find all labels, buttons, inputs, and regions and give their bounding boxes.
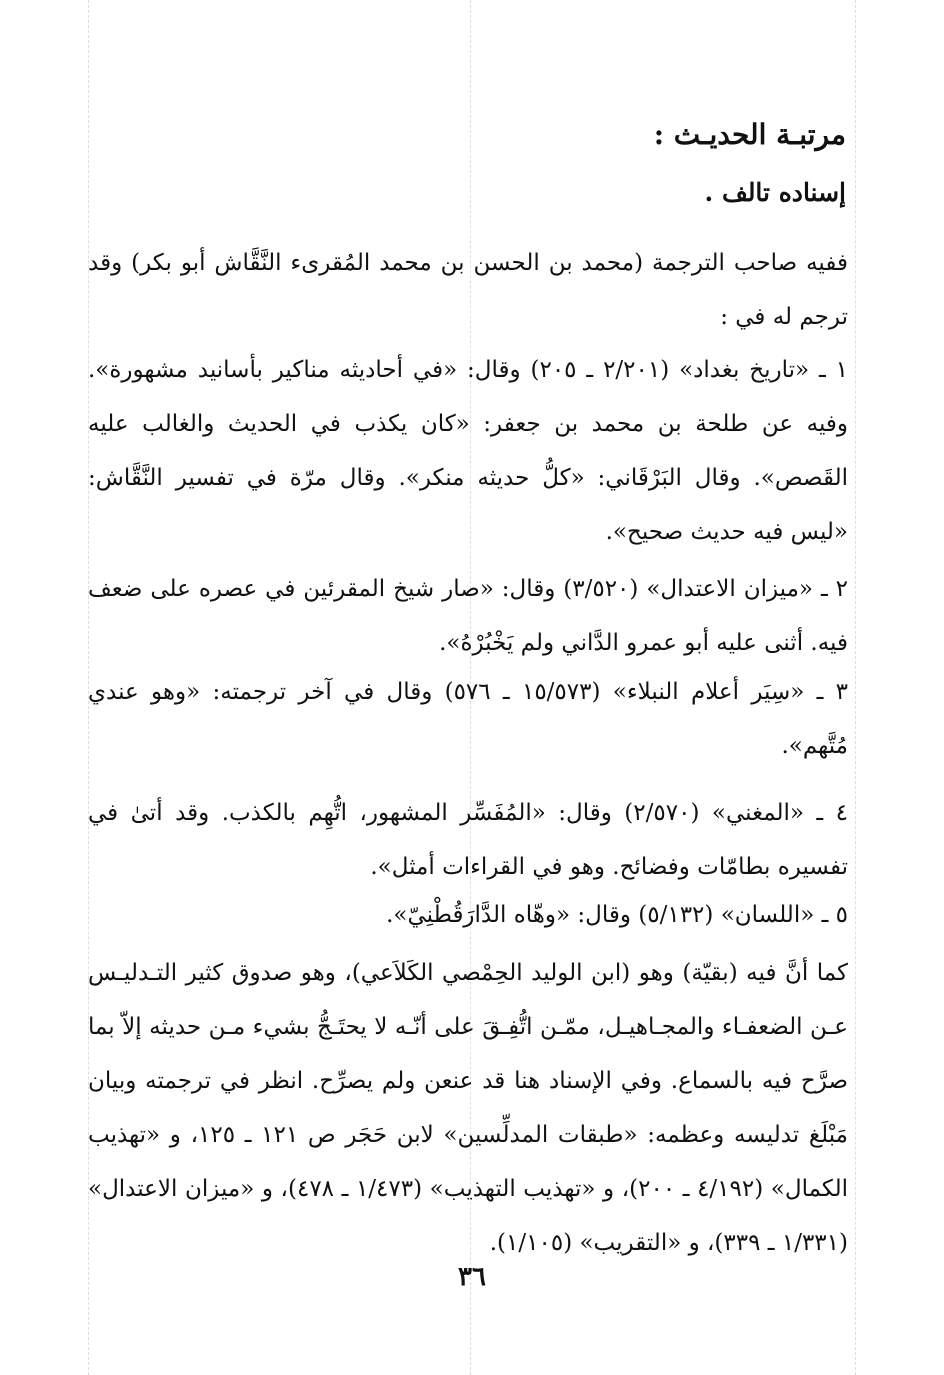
page-number: ٣٦ <box>458 1262 486 1292</box>
source-item-1: ١ ـ «تاريخ بغداد» (٢/٢٠١ ـ ٢٠٥) وقال: «في أحاديثه مناكير بأسانيد مشهورة». وفيه عن طلحة بن محمد بن جعفر: «كان يكذب في الحديث والغالب عليه القَصص». وقال البَرْقَاني: «كلُّ حديثه منكر». وقال مرّة في تفسير النَّقَّاش: «ليس فيه حديث صحيح». <box>88 357 848 545</box>
intro-paragraph: ففيه صاحب الترجمة (محمد بن الحسن بن محمد المُقرىء النَّقَّاش أبو بكر) وقد ترجم له في : <box>88 250 848 330</box>
source-item-5: ٥ ـ «اللسان» (٥/١٣٢) وقال: «وهّاه الدَّارَقُطْنِيّ». <box>386 902 848 928</box>
section-heading: مرتبـة الحديـث : <box>653 118 846 151</box>
source-item-4: ٤ ـ «المغني» (٢/٥٧٠) وقال: «المُفَسِّر المشهور، اتُّهِم بالكذب. وقد أتىٰ في تفسيره بطامّات وفضائح. وهو في القراءات أمثل». <box>88 800 848 880</box>
isnad-verdict: إسناده تالف . <box>704 178 846 207</box>
source-item-3: ٣ ـ «سِيَر أعلام النبلاء» (١٥/٥٧٣ ـ ٥٧٦) وقال في آخر ترجمته: «وهو عندي مُتَّهم». <box>88 679 848 759</box>
source-item-2: ٢ ـ «ميزان الاعتدال» (٣/٥٢٠) وقال: «صار شيخ المقرئين في عصره على ضعف فيه. أثنى عليه أبو عمرو الدَّاني ولم يَخْبُرْهُ». <box>88 576 848 656</box>
closing-paragraph: كما أنَّ فيه (بقيّة) وهو (ابن الوليد الحِمْصي الكَلاَعي)، وهو صدوق كثير التـدليـس عـن الضعفـاء والمجـاهيـل، ممّـن اتُّفِـقَ على أنّـه لا يحتَـجُّ بشيء مـن حديثه إلاّ بما صرَّح فيه بالسماع. وفي الإسناد هنا قد عنعن ولم يصرِّح. انظر في ترجمته وبيان مَبْلَغ تدليسه وعظمه: «طبقات المدلِّسين» لابن حَجَر ص ١٢١ ـ ١٢٥، و «تهذيب الكمال» (٤/١٩٢ ـ ٢٠٠)، و «تهذيب التهذيب» (١/٤٧٣ ـ ٤٧٨)، و «ميزان الاعتدال» (١/٣٣١ ـ ٣٣٩)، و «التقريب» (١/١٠٥). <box>88 960 848 1256</box>
guide-line-right <box>855 0 856 1375</box>
